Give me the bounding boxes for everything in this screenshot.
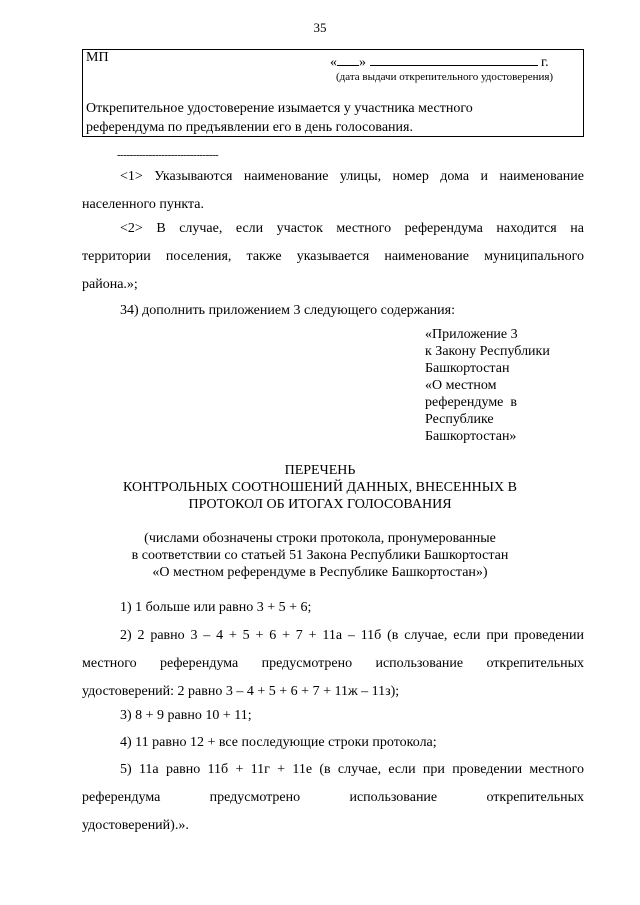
item-34 <box>82 297 584 325</box>
appendix-header-line: референдуме в <box>425 395 517 410</box>
list-item-1 <box>82 594 584 622</box>
day-blank <box>337 53 359 66</box>
list-item-text: 2) 2 равно 3 – 4 + 5 + 6 + 7 + 11а – 11б (в случае, если при проведении <box>120 628 584 643</box>
footnote-line: <1> Указываются наименование улицы, номер дома и наименование <box>120 169 584 184</box>
item-34-text: 34) дополнить приложением 3 следующего содержания: <box>120 303 455 318</box>
appendix-header-line: Башкортостан» <box>425 429 517 444</box>
list-item-text: местного референдума предусмотрено использование открепительных <box>82 656 584 671</box>
date-caption: (дата выдачи открепительного удостоверения) <box>336 71 554 83</box>
footnote-line: района.»; <box>82 277 138 292</box>
box-text-line: Открепительное удостоверение изымается у участника местного <box>86 101 473 116</box>
list-item-text: 3) 8 + 9 равно 10 + 11; <box>120 708 252 723</box>
list-item-3 <box>82 702 584 730</box>
footnote-line: <2> В случае, если участок местного референдума находится на <box>120 221 584 236</box>
title-line: ПЕРЕЧЕНЬ <box>284 463 356 478</box>
page-number: 35 <box>313 20 327 35</box>
subtitle-line: (числами обозначены строки протокола, пронумерованные <box>144 531 496 546</box>
box-text <box>86 99 576 137</box>
list-item-text: удостоверений).». <box>82 818 189 833</box>
list-item-text: 5) 11а равно 11б + 11г + 11е (в случае, если при проведении местного <box>120 762 584 777</box>
list-item-text: 1) 1 больше или равно 3 + 5 + 6; <box>120 600 312 615</box>
mp-label: МП <box>86 50 109 65</box>
date-line <box>330 53 549 71</box>
footnote-line: населенного пункта. <box>82 197 204 212</box>
appendix-header-line: к Закону Республики <box>425 344 550 359</box>
footnote-1 <box>82 163 584 219</box>
appendix-header <box>425 326 550 445</box>
list-subtitle <box>80 530 560 581</box>
month-year-blank <box>370 53 538 66</box>
subtitle-line: «О местном референдуме в Республике Башкортостан») <box>152 565 488 580</box>
footnote-2 <box>82 215 584 299</box>
list-item-text: удостоверений: 2 равно 3 – 4 + 5 + 6 + 7 + 11ж – 11з); <box>82 684 400 699</box>
list-item-text: референдума предусмотрено использование открепительных <box>82 790 584 805</box>
footnote-separator: -------------------------------- <box>117 149 219 161</box>
quote-open: « <box>330 55 337 70</box>
list-item-4 <box>82 729 584 757</box>
quote-close: » <box>359 55 366 70</box>
list-item-2 <box>82 622 584 706</box>
appendix-header-line: Башкортостан <box>425 361 510 376</box>
appendix-header-line: «О местном <box>425 378 497 393</box>
list-title <box>80 462 560 513</box>
title-line: ПРОТОКОЛ ОБ ИТОГАХ ГОЛОСОВАНИЯ <box>188 497 452 512</box>
appendix-header-line: «Приложение 3 <box>425 327 518 342</box>
subtitle-line: в соответствии со статьей 51 Закона Республики Башкортостан <box>131 548 509 563</box>
title-line: КОНТРОЛЬНЫХ СООТНОШЕНИЙ ДАННЫХ, ВНЕСЕННЫХ В <box>123 480 517 495</box>
appendix-header-line: Республике <box>425 412 494 427</box>
year-suffix: г. <box>541 55 549 70</box>
list-item-5 <box>82 756 584 840</box>
list-item-text: 4) 11 равно 12 + все последующие строки протокола; <box>120 735 437 750</box>
box-text-line: референдума по предъявлении его в день голосования. <box>86 120 413 135</box>
footnote-line: территории поселения, также указывается наименование муниципального <box>82 249 584 264</box>
